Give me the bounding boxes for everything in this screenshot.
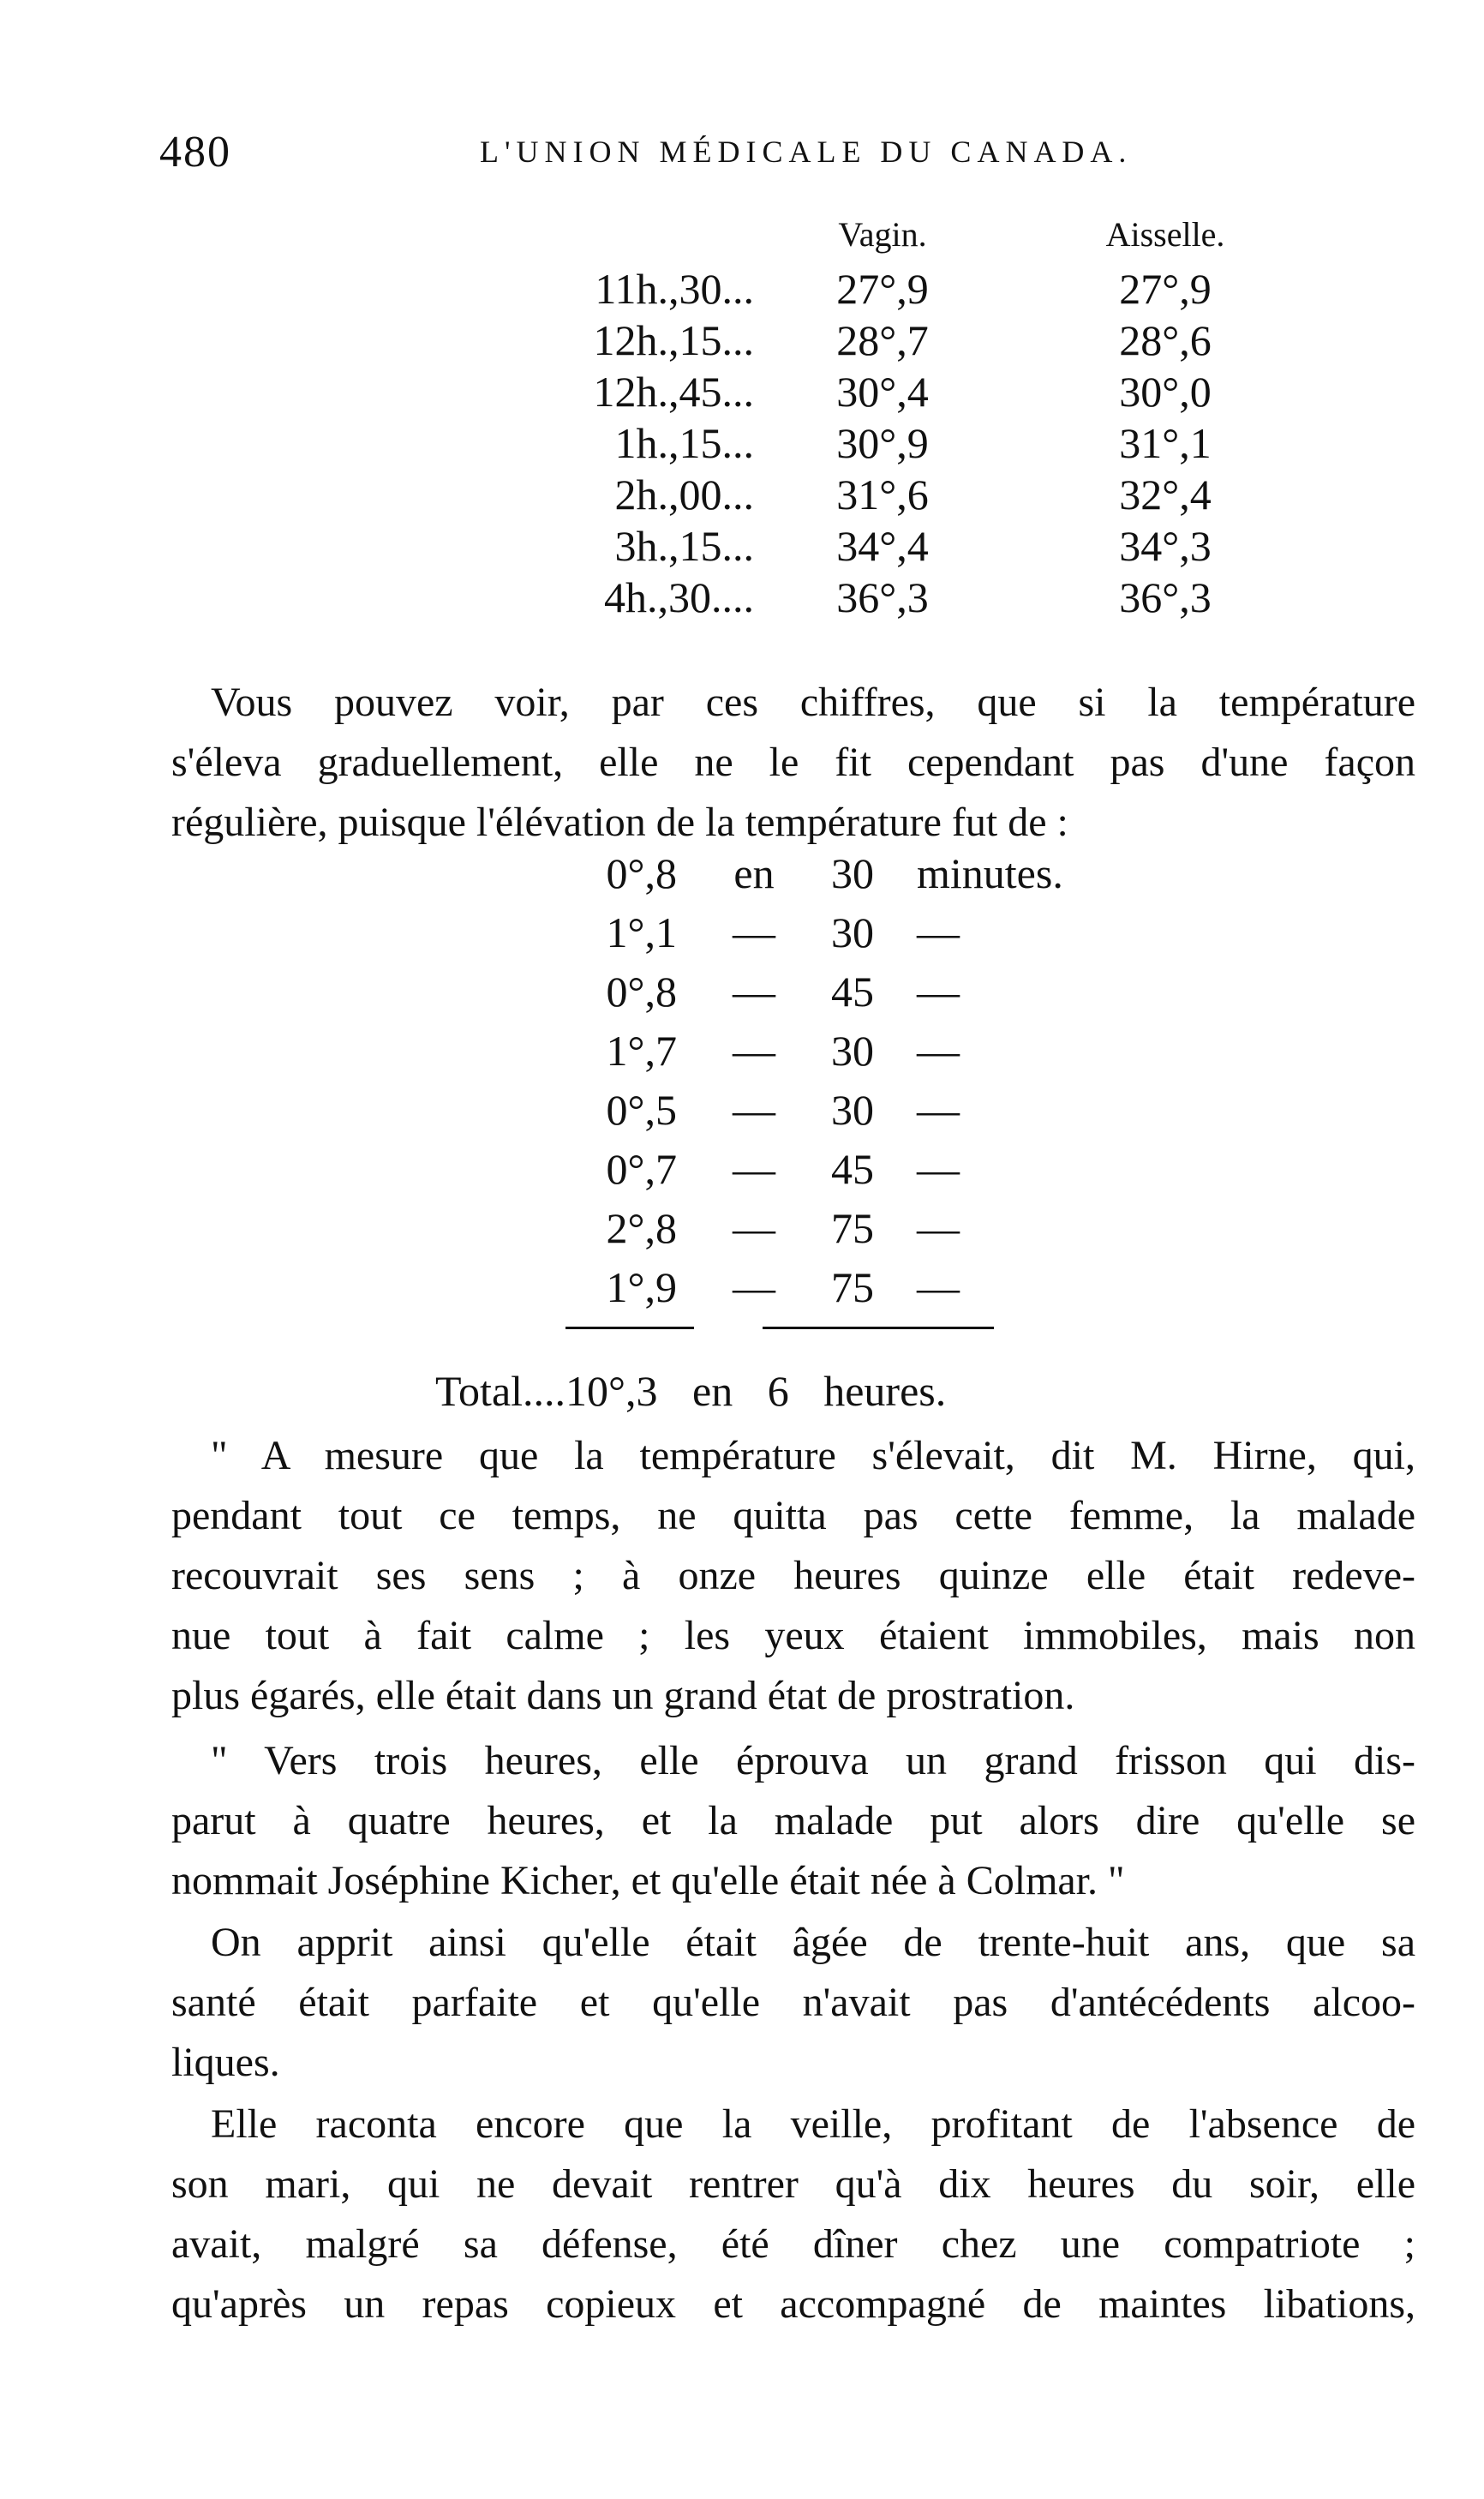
minutes-cell: 30 (831, 908, 874, 956)
text-line: " A mesure que la température s'élevait, dit M. Hirne, qui, (211, 1433, 1415, 1478)
minutes-cell: 30 (831, 849, 874, 897)
text-line: On apprit ainsi qu'elle était âgée de trente-huit ans, que sa (211, 1920, 1415, 1965)
total-unit: heures. (823, 1367, 947, 1415)
aisselle-cell: 34°,3 (1119, 522, 1212, 570)
page-number: 480 (159, 128, 231, 177)
degree-cell: 2°,8 (606, 1204, 677, 1252)
vagin-cell: 30°,9 (836, 419, 929, 467)
column-header-vagin: Vagin. (838, 215, 927, 254)
aisselle-cell: 30°,0 (1119, 368, 1212, 416)
unit-cell: minutes. (917, 849, 1063, 897)
running-title: L'UNION MÉDICALE DU CANADA. (480, 135, 1133, 169)
paragraph-quote-frisson (171, 1731, 1415, 1911)
vagin-cell: 28°,7 (836, 316, 929, 364)
minutes-cell: 75 (831, 1204, 874, 1252)
minutes-cell: 45 (831, 968, 874, 1016)
vagin-cell: 36°,3 (836, 573, 929, 621)
aisselle-cell: 27°,9 (1119, 265, 1212, 313)
paragraph-veille (171, 2094, 1415, 2334)
degree-cell: 1°,1 (606, 908, 677, 956)
unit-cell: — (917, 908, 960, 956)
temperature-table (514, 214, 1268, 624)
time-cell: 2h.,00... (614, 470, 754, 518)
text-line: avait, malgré sa défense, été dîner chez une compatriote ; (171, 2221, 1415, 2267)
aisselle-cell: 28°,6 (1119, 316, 1212, 364)
table-row (557, 908, 1157, 967)
table-row (514, 521, 1268, 572)
degree-cell: 0°,8 (606, 849, 677, 897)
degree-cell: 0°,5 (606, 1086, 677, 1134)
text-line: parut à quatre heures, et la malade put alors dire qu'elle se (171, 1798, 1415, 1843)
vagin-cell: 27°,9 (836, 265, 929, 313)
sum-rule-left (565, 1327, 694, 1329)
vagin-cell: 31°,6 (836, 470, 929, 518)
separator-cell: en (733, 849, 775, 897)
total-separator: en (692, 1367, 733, 1415)
text-line: s'éleva graduellement, elle ne le fit cependant pas d'une façon (171, 740, 1415, 785)
table-row (514, 367, 1268, 418)
unit-cell: — (917, 1027, 960, 1075)
time-cell: 3h.,15... (614, 522, 754, 570)
table-row (557, 1262, 1157, 1321)
aisselle-cell: 36°,3 (1119, 573, 1212, 621)
table-row (514, 264, 1268, 315)
table-row (514, 315, 1268, 367)
text-line: santé était parfaite et qu'elle n'avait pas d'antécédents alcoo- (171, 1980, 1415, 2025)
table-row (557, 1203, 1157, 1262)
text-line: nue tout à fait calme ; les yeux étaient immobiles, mais non (171, 1613, 1415, 1658)
separator-cell: — (733, 968, 775, 1016)
table-row (557, 848, 1157, 908)
time-cell: 4h.,30.... (604, 573, 754, 621)
minutes-cell: 30 (831, 1027, 874, 1075)
text-line: recouvrait ses sens ; à onze heures quinze elle était redeve- (171, 1553, 1415, 1598)
unit-cell: — (917, 1263, 960, 1311)
text-line: " Vers trois heures, elle éprouva un grand frisson qui dis- (211, 1738, 1415, 1783)
table-row (557, 1144, 1157, 1203)
separator-cell: — (733, 1027, 775, 1075)
text-line: son mari, qui ne devait rentrer qu'à dix heures du soir, elle (171, 2161, 1415, 2207)
total-label: Total....10°,3 (435, 1367, 658, 1415)
total-hours: 6 (767, 1367, 789, 1415)
unit-cell: — (917, 1086, 960, 1134)
minutes-cell: 75 (831, 1263, 874, 1311)
separator-cell: — (733, 1145, 775, 1193)
paragraph-quote-hirne (171, 1426, 1415, 1726)
text-line: liques. (171, 2040, 280, 2085)
text-line: nommait Joséphine Kicher, et qu'elle était née à Colmar. " (171, 1858, 1125, 1903)
separator-cell: — (733, 908, 775, 956)
time-cell: 1h.,15... (614, 419, 754, 467)
table-row (514, 572, 1268, 624)
temperature-table-header (514, 214, 1268, 264)
rise-table (557, 848, 1157, 1321)
column-header-aisselle: Aisselle. (1105, 215, 1225, 254)
table-row (557, 1085, 1157, 1144)
time-cell: 12h.,45... (593, 368, 754, 416)
degree-cell: 0°,8 (606, 968, 677, 1016)
minutes-cell: 45 (831, 1145, 874, 1193)
total-row (435, 1366, 970, 1416)
degree-cell: 1°,9 (606, 1263, 677, 1311)
text-line: qu'après un repas copieux et accompagné de maintes libations, (171, 2281, 1415, 2327)
table-row (557, 1026, 1157, 1085)
time-cell: 12h.,15... (593, 316, 754, 364)
aisselle-cell: 32°,4 (1119, 470, 1212, 518)
time-cell: 11h.,30... (595, 265, 754, 313)
sum-rule-right (763, 1327, 994, 1329)
aisselle-cell: 31°,1 (1119, 419, 1212, 467)
text-line: pendant tout ce temps, ne quitta pas cette femme, la malade (171, 1493, 1415, 1538)
vagin-cell: 30°,4 (836, 368, 929, 416)
separator-cell: — (733, 1086, 775, 1134)
paragraph-antecedents (171, 1913, 1415, 2093)
table-row (557, 967, 1157, 1026)
degree-cell: 0°,7 (606, 1145, 677, 1193)
table-row (514, 470, 1268, 521)
paragraph-temperature-rise (171, 673, 1415, 853)
text-line: Elle raconta encore que la veille, profitant de l'absence de (211, 2101, 1415, 2147)
separator-cell: — (733, 1263, 775, 1311)
unit-cell: — (917, 1204, 960, 1252)
vagin-cell: 34°,4 (836, 522, 929, 570)
degree-cell: 1°,7 (606, 1027, 677, 1075)
minutes-cell: 30 (831, 1086, 874, 1134)
unit-cell: — (917, 1145, 960, 1193)
separator-cell: — (733, 1204, 775, 1252)
unit-cell: — (917, 968, 960, 1016)
text-line: régulière, puisque l'élévation de la température fut de : (171, 800, 1068, 845)
text-line: Vous pouvez voir, par ces chiffres, que si la température (211, 680, 1415, 725)
text-line: plus égarés, elle était dans un grand état de prostration. (171, 1673, 1075, 1718)
table-row (514, 418, 1268, 470)
